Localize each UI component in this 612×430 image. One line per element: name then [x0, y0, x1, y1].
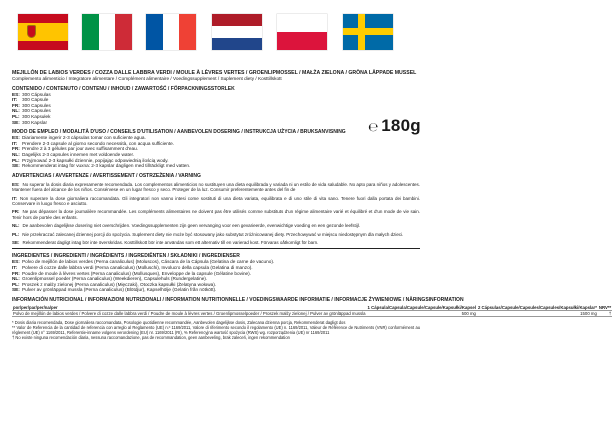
footnote: † No existe ninguna recomendación diaria, nessuna raccomandazione, pas de recommandation, geen aanbeveling, brak zaleceń, ingen rekommendation — [12, 335, 290, 341]
usage-line: IT: Prendere 2-3 capsule al giorno secondo necessità, con acqua sufficiente. — [12, 140, 175, 146]
content-line: FR: 300 Capsules — [12, 102, 51, 108]
warnings-list — [12, 182, 420, 246]
estimated-sign-icon: ℮ — [368, 119, 379, 134]
product-title: MEJILLÓN DE LABIOS VERDES / COZZA DALLE LABBRA VERDI / MOULE À LÈVRES VERTES / GROENLIPMOSSEL / MAŁŻA ZIELONA / GRÖNA LÄPPADE MUSSEL — [12, 70, 417, 76]
footnote: ** Valor de Referencia de la cantidad de referencia con arreglo al Reglamento (UE) n.º 1169/2011, Valore di riferimento secondo il regolamento (UE) n. 1169/2011, Valeur de Référence de Nutriments (VNR) conformément au règlement (UE) n° 1169/2011, Referentie-inname volgens verordening (EU) nr. 1169/2011 (RI), % Referencyjna wartość spożycia (RWS) wg. rozporządzenia (UE) nr 1169/2011 — [12, 325, 420, 336]
warning-paragraph: ES: No superar la dosis diaria expresamente recomendada. Los complementos alimenticios no sustituyen una dieta equilibrada y variada ni un estilo de vida saludable. No apto para niños y adolescentes. Mantener fuera del alcance de los niños. Consérvese en un lugar fresco y seco. Proteger de la luz. Consumir preferentemente antes del fin de — [12, 181, 420, 193]
footnotes — [12, 320, 420, 340]
column-header: 1 Cápsula/Capsula/Capsule/Capsule/Kapsułki/Kapsel — [367, 304, 476, 310]
warning-paragraph: IT: Non superare la dose giornaliera raccomandata. Gli integratori non vanno intesi come sostituti di una dieta variata, equilibrata e di uno stile di vita sano. Tenere fuori dalla portata dei bambini. Conservare in luogo fresco e asciutto. — [12, 195, 420, 206]
usage-line: ES: Diariamente ingerir 2-3 cápsulas tomar con suficiente agua. — [12, 135, 146, 141]
table-cell: 500 mg — [367, 311, 477, 317]
nutrition-table — [12, 305, 612, 317]
net-weight-value: 180g — [381, 116, 421, 135]
content-line: NL: 300 Capsules — [12, 108, 51, 114]
column-header: por/per/par/per/na/per — [12, 305, 367, 311]
usage-line: NL: Dagelijks 2-3 capsules innemen met voldoende water. — [12, 151, 135, 157]
usage-line: SE: Rekommenderat intag för vuxna: 2-3 kapslar dagligen med tillräckligt med vatten. — [12, 163, 191, 169]
warnings-heading: ADVERTENCIAS / AVVERTENZE / AVERTISSEMENT / OSTRZEŻENIA / VARNING — [12, 172, 201, 179]
usage-heading: MODO DE EMPLEO / MODALITÀ D'USO / CONSEILS D'UTILISATION / AANBEVOLEN DOSERING / INSTRUKCJA UŻYCIA / BRUKSANVISNING — [12, 129, 346, 136]
content-list — [12, 92, 420, 126]
content-line: SE: 300 Kapslar — [12, 119, 48, 125]
ingredients-heading: INGREDIENTES / INGREDIENTI / INGRÉDIENTS / INGREDIËNTEN / SKŁADNIKI / INGREDIENSER — [12, 253, 240, 260]
ingredient-line: IT: Polvere di cozze dalle labbra verdi (Perna canaliculus) (Molluschi), Involucro della capsula (Gelatina di manzo). — [12, 264, 253, 270]
warning-paragraph: NL: De aanbevolen dagelijkse dosering niet overschrijden. Voedingssupplementen zijn geen vervanging voor een gevarieerde, evenwichtige voeding en een gezonde leefstijl. — [12, 223, 360, 229]
ingredient-line: PL: Proszek z małży zielonej (Perna canaliculus) (Mięczaki), Otoczka kapsułki (Żelatyna wołowa). — [12, 281, 217, 287]
table-row — [12, 311, 612, 317]
content-heading: CONTENIDO / CONTENUTO / CONTENU / INHOUD / ZAWARTOŚĆ / FÖRPACKNINGSSTORLEK — [12, 85, 235, 92]
language-flags — [0, 0, 430, 70]
france-flag-icon — [146, 14, 196, 50]
ingredient-line: ES: Polvo de mejillón de labios verdes (Perna canaliculus) (Moluscos), Cáscara de la Cápsula (Gelatina de carne de vacuno). — [12, 259, 275, 265]
poland-flag-icon — [277, 14, 327, 50]
table-cell: † — [598, 311, 612, 317]
sweden-flag-icon — [343, 14, 393, 50]
usage-list — [12, 135, 420, 169]
content-line: ES: 300 Cápsulas — [12, 91, 51, 97]
spain-flag-icon — [18, 14, 68, 50]
nutrition-heading: INFORMACIÓN NUTRICIONAL / INFORMAZIONI NUTRIZIONALI / INFORMATION NUTRITIONNELLE / VOEDINGSWAARDE INFORMATIE / INFORMACJE ŻYWIENIOWE / NÄRINGSINFORMATION — [12, 296, 464, 303]
content-line: PL: 300 Kapsułek — [12, 113, 51, 119]
label-text — [12, 66, 612, 341]
divider — [12, 248, 420, 249]
ingredient-line: NL: Groenlipmossel poeder (Perna canaliculus) (Weekdieren), Capsulehuls (Rundergelatine). — [12, 276, 208, 282]
table-cell: Polvo de mejillón de labios verdes / Polvere di cozze dalle labbra verdi / Poudre de moule à lèvres vertes / Groenlipmosselpoeder / Proszek małży zielonej / Pulver av grönläppad mussla — [13, 311, 366, 317]
usage-line: PL: Przyjmować 2-3 kapsułki dziennie, popijając odpowiednią ilością wody. — [12, 157, 169, 163]
product-subtitle: Complemento alimenticio / Integratore alimentare / Complément alimentaire / Voedingssupplement / Suplement diety / Kosttillskott — [12, 76, 282, 81]
ingredients-list — [12, 259, 420, 293]
usage-line: FR: Prendre 2 à 3 gélules par jour avec suffisamment d'eau. — [12, 146, 138, 152]
ingredient-line: SE: Pulver av grönläppad mussla (Perna canaliculus) (Blötdjur), Kapselhölje (Gelatin från nötkött). — [12, 287, 217, 293]
table-cell: 1500 mg — [477, 311, 598, 317]
column-header: NRV** — [598, 304, 612, 310]
italy-flag-icon — [82, 14, 132, 50]
content-line: IT: 300 Capsule — [12, 97, 49, 103]
warning-paragraph: PL: Nie przekraczać zalecanej dziennej porcji do spożycia. Suplement diety nie może być stosowany jako substytut zróżnicowanej diety. Przechowywać w miejscu niedostępnym dla małych dzieci. — [12, 231, 404, 237]
footnote: * Dosis diaria recomendada, Dose giornaliera raccomandata, Posologie quotidienne recommandée, Aanbevolen dagelijkse dosis, Zalecana dzienna porcja, Rekommenderat dagligt dos — [12, 320, 346, 326]
warning-paragraph: FR: Ne pas dépasser la dose journalière recommandée. Les compléments alimentaires ne doivent pas être utilisés comme substituts d'un régime alimentaire varié et équilibré et d'un mode de vie sain. Tenir hors de portée des enfants. — [12, 209, 420, 220]
column-header: 2 Cápsulas/Capsule/Capsules/Capsules/Kapsułki/Kapslar* — [477, 304, 597, 310]
ingredient-line: FR: Poudre de moule à lèvres vertes (Perna canaliculus) (Mollusques), Enveloppe de la capsule (Gélatine bovine). — [12, 270, 252, 276]
warning-paragraph: SE: Rekommenderat dagligt intag bör inte överskridas. Kosttillskott bör inte användas som ett alternativ till en varierad kost. Förvaras oåtkomligt för barn. — [12, 239, 319, 245]
netherlands-flag-icon — [212, 14, 262, 50]
